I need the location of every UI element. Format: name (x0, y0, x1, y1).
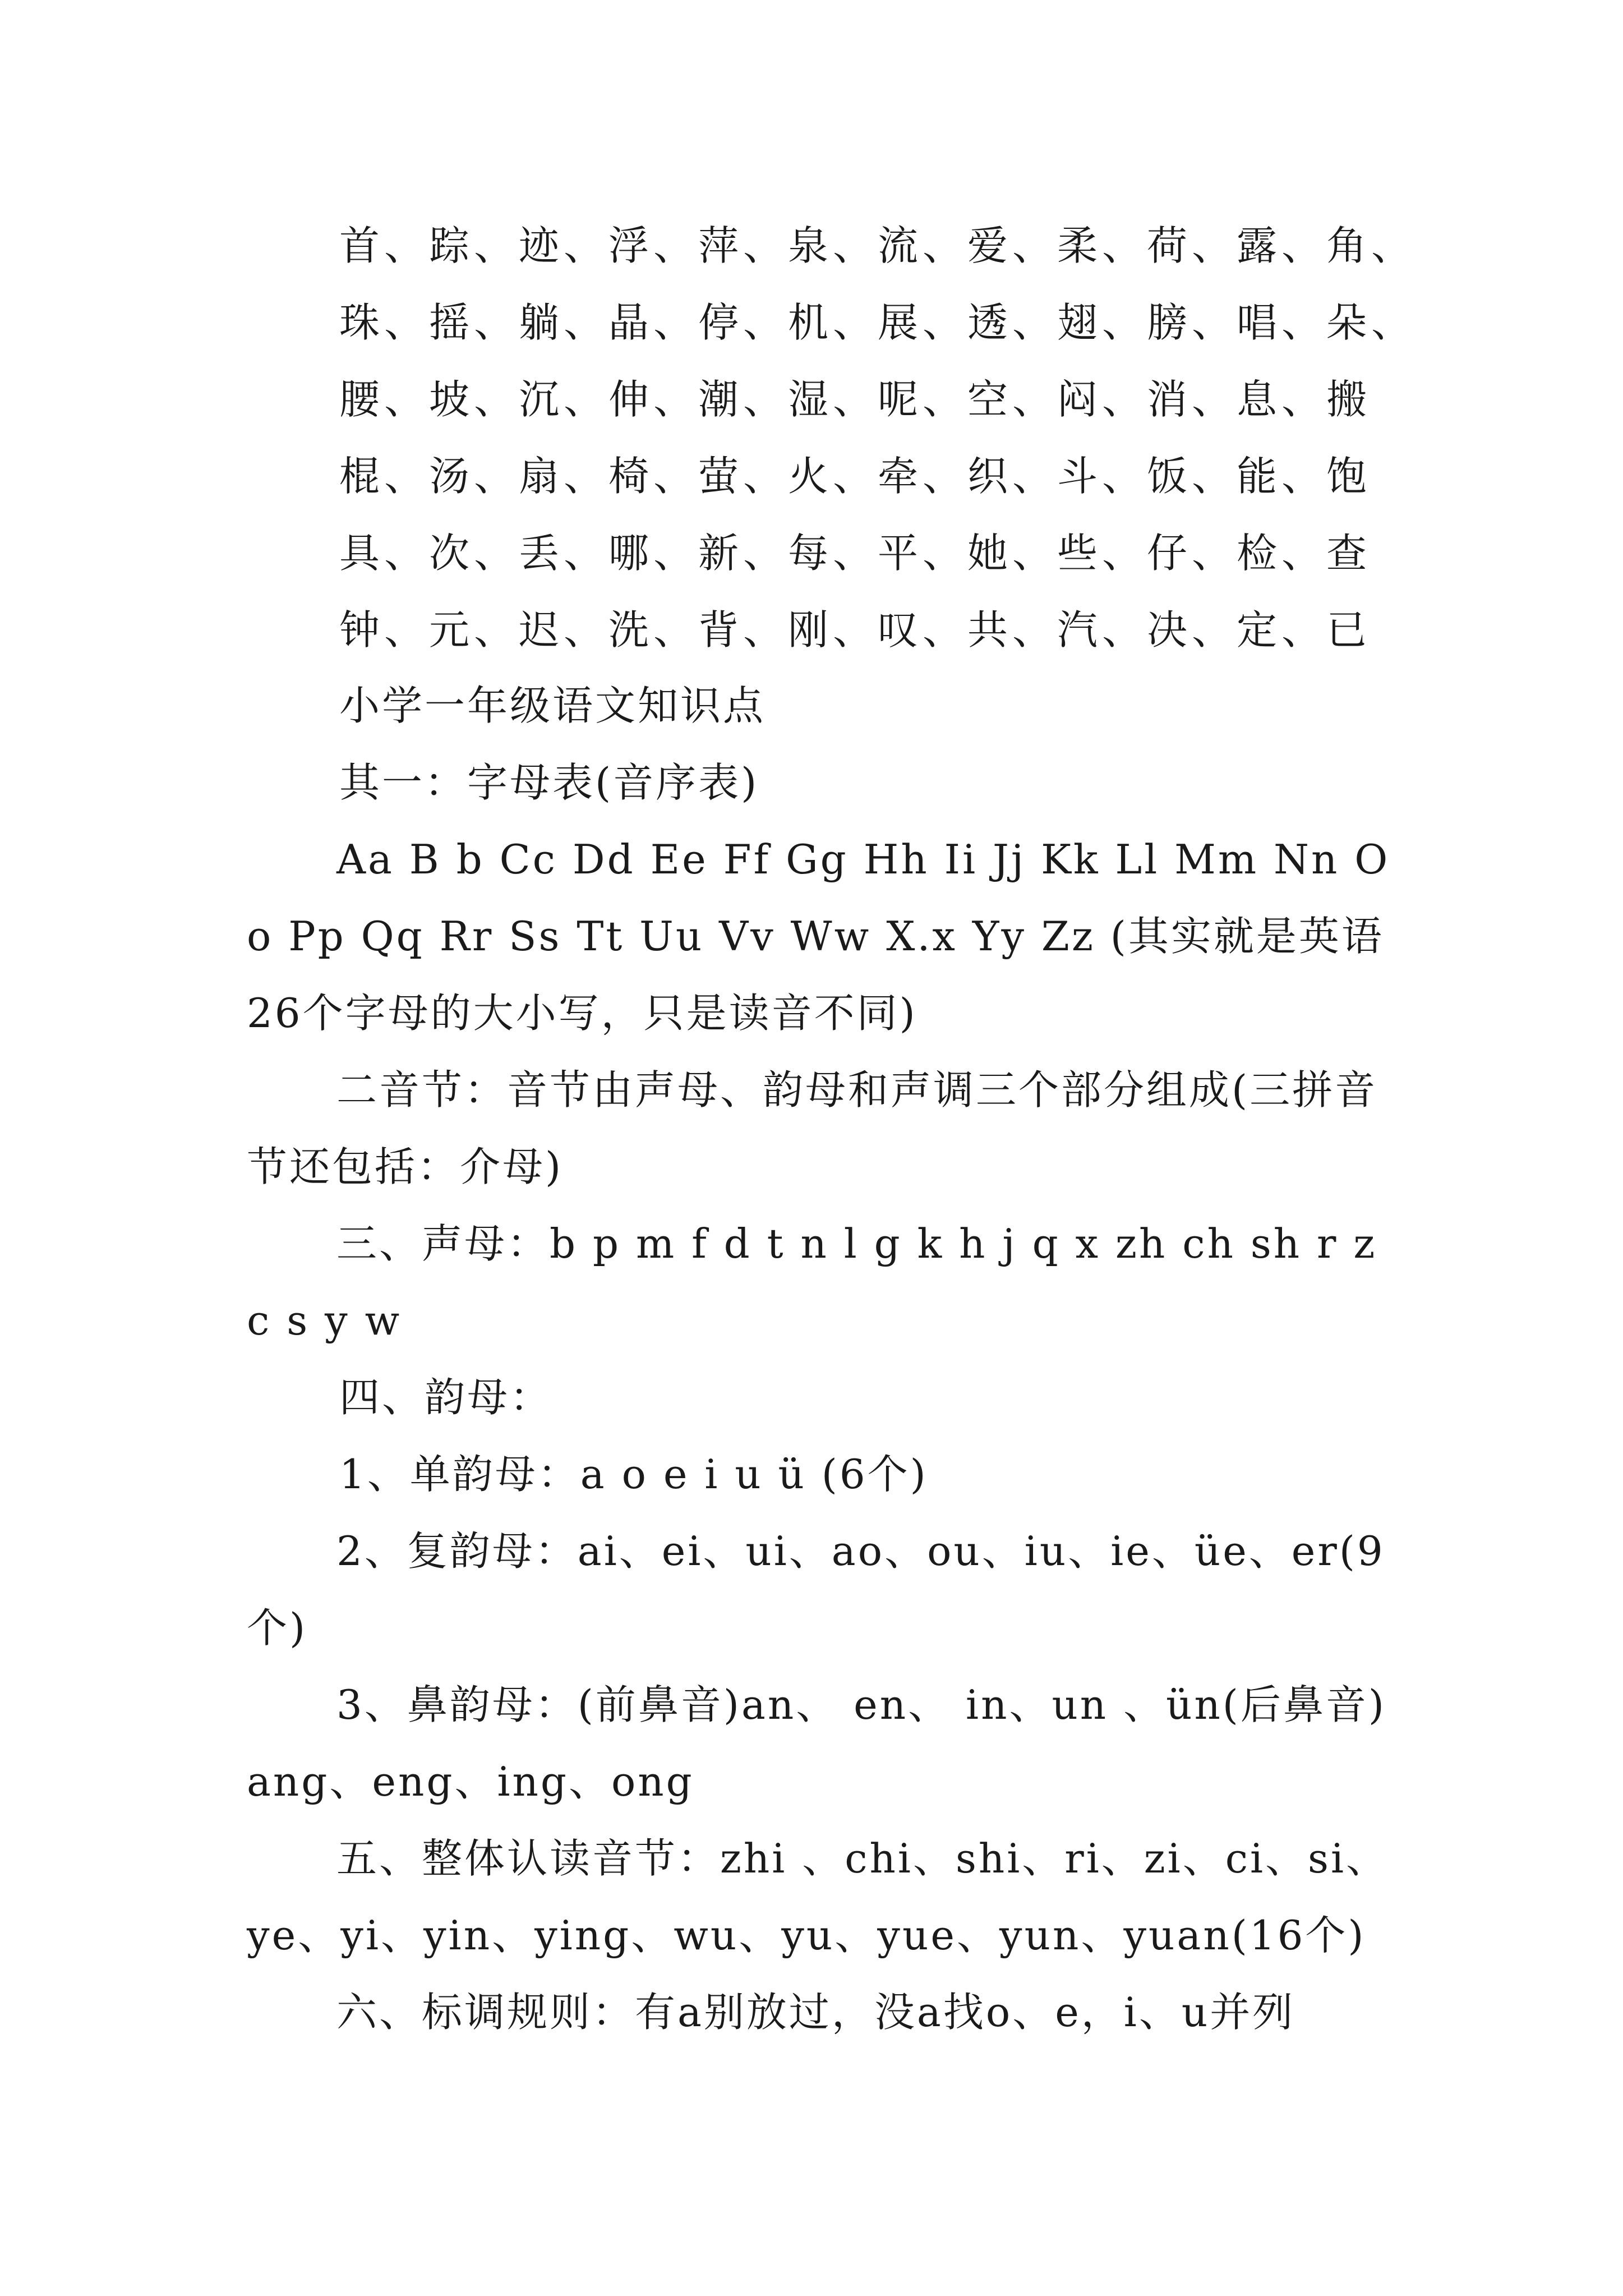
section-nasal-finals: 3、鼻韵母：(前鼻音)an、 en、 in、un 、ün(后鼻音)ang、eng、ing、ong (247, 1681, 1386, 1805)
section-compound-finals: 2、复韵母：ai、ei、ui、ao、ou、iu、ie、üe、er(9个) (247, 1527, 1385, 1651)
knowledge-points (247, 668, 1391, 2051)
character-list (339, 208, 1489, 669)
section-alphabet-heading: 其一：字母表(音序表) (339, 759, 759, 806)
section-tone-rules: 六、标调规则：有a别放过，没a找o、e，i、u并列 (336, 1989, 1295, 2036)
character-line: 具、次、丢、哪、新、每、平、她、些、仔、检、查 (339, 530, 1372, 577)
character-line: 首、踪、迹、浮、萍、泉、流、爱、柔、荷、露、角、 (339, 222, 1417, 269)
section-finals-heading: 四、韵母： (339, 1374, 553, 1421)
character-line: 棍、汤、扇、椅、萤、火、牵、织、斗、饭、能、饱 (339, 453, 1372, 500)
character-line: 珠、摇、躺、晶、停、机、展、透、翅、膀、唱、朵、 (339, 299, 1417, 346)
section-initials: 三、声母：b p m f d t n l g k h j q x zh ch sh r z c s y w (247, 1220, 1377, 1344)
character-line: 腰、坡、沉、伸、潮、湿、呢、空、闷、消、息、搬 (339, 376, 1372, 423)
section-syllable: 二音节：音节由声母、韵母和声调三个部分组成(三拼音节还包括：介母) (247, 1066, 1378, 1190)
section-whole-syllables: 五、整体认读音节：zhi 、chi、shi、ri、zi、ci、si、ye、yi、yin、ying、wu、yu、yue、yun、yuan(16个) (247, 1835, 1389, 1959)
section-single-finals: 1、单韵母：a o e i u ü (6个) (339, 1451, 928, 1498)
document-title: 小学一年级语文知识点 (339, 682, 766, 729)
character-line: 钟、元、迟、洗、背、刚、叹、共、汽、决、定、已 (339, 606, 1372, 654)
section-alphabet-letters: Aa B b Cc Dd Ee Ff Gg Hh Ii Jj Kk Ll Mm Nn Oo Pp Qq Rr Ss Tt Uu Vv Ww X.x Yy Zz (其实就是英语26个字母的大小写，只是读音不同) (247, 836, 1390, 1037)
